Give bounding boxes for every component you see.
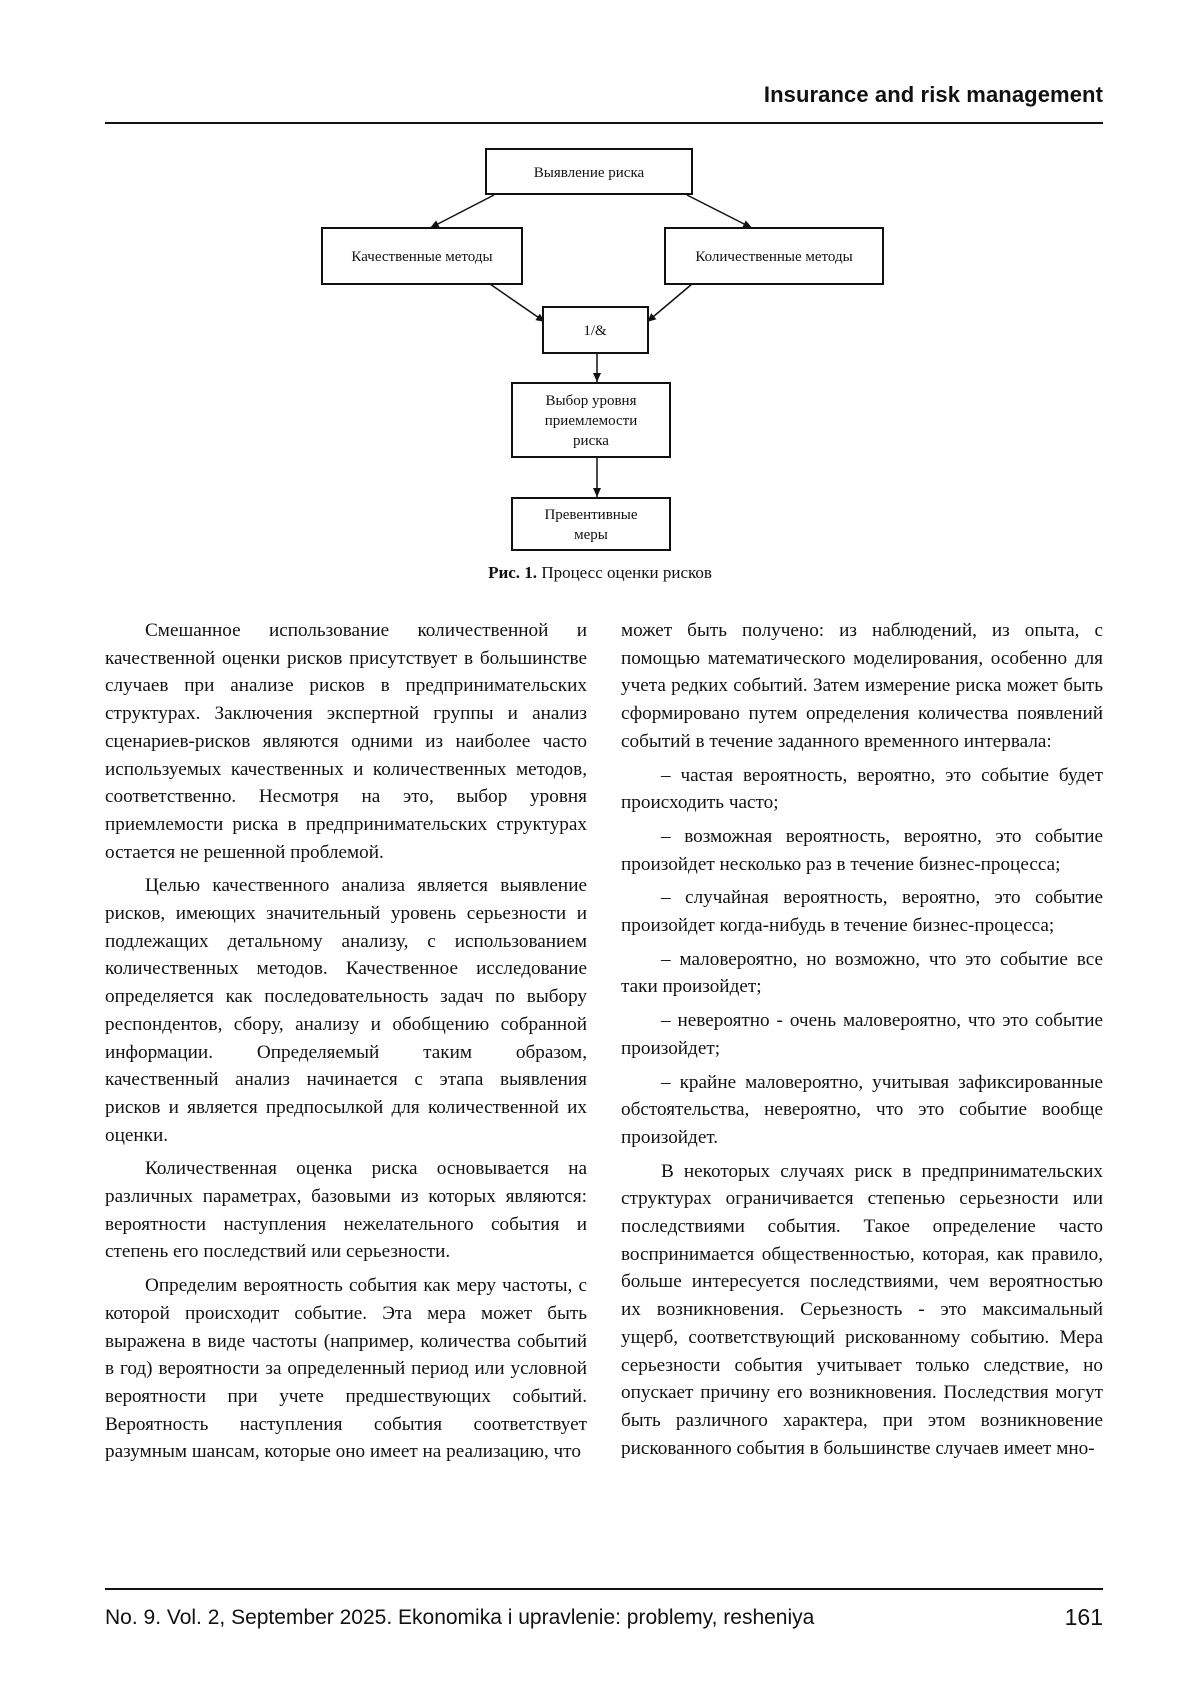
right-text-column [621,617,1103,1468]
box-label-identify: Выявление риска [533,165,645,181]
arrow-identify-to-quantitative [687,195,752,228]
box-label-select-line3: риска [573,433,609,449]
box-label-select-line1: Выбор уровня [545,393,637,409]
list-item: – маловероятно, но возможно, что это событие все таки произойдет; [621,948,1103,998]
box-label-select-line2: приемлемости [544,413,638,429]
figure-caption [0,563,1200,583]
footer-journal-citation: No. 9. Vol. 2, September 2025. Ekonomika i upravlenie: problemy, resheniya [105,1606,815,1629]
figure-caption-text: Процесс оценки рисков [537,563,712,582]
risk-assessment-flowchart [0,0,1200,560]
left-text-column [105,617,587,1472]
arrow-qualitative-to-combine [490,284,545,322]
page-number: 161 [1064,1604,1103,1630]
paragraph: Смешанное использование количественной и качественной оценки рисков присутствует в большинстве случаев при анализе рисков в предпринимательских структурах. Заключения экспертной группы и анализ сценариев-рисков являются одними из наиболее часто используемых качественных и количественных методов, соответственно. Несмотря на это, выбор уровня приемлемости риска в предпринимательских структурах остается не решенной проблемой. [105,620,587,863]
paragraph: Целью качественного анализа является выявление рисков, имеющих значительный уровень серьезности и подлежащих детальному анализу, с использованием количественных методов. Качественное исследование определяется как последовательность задач по выбору респондентов, сбору, анализу и обобщению собранной информации. Определяемый таким образом, качественный анализ начинается с этапа выявления рисков и является предпосылкой для количественной их оценки. [105,875,587,1146]
arrow-identify-to-qualitative [430,195,494,228]
list-item: – случайная вероятность, вероятно, это событие произойдет когда-нибудь в течение бизнес-процесса; [621,887,1103,937]
box-label-qualitative: Качественные методы [351,249,493,265]
list-item: – частая вероятность, вероятно, это событие будет происходить часто; [621,764,1103,814]
paragraph: Определим вероятность события как меру частоты, с которой происходит событие. Эта мера может быть выражена в виде частоты (например, количества событий в год) вероятности за определенный период или условной вероятности при учете предшествующих событий. Вероятность наступления события соответствует разумным шансам, которые оно имеет на реализацию, что [105,1275,587,1463]
box-label-quantitative: Количественные методы [695,249,853,265]
box-label-preventive-line2: меры [574,527,608,543]
arrow-quantitative-to-combine [647,284,692,322]
box-label-combine: 1/& [583,323,607,339]
running-header-title: Insurance and risk management [763,82,1103,107]
list-item: – крайне маловероятно, учитывая зафиксированные обстоятельства, невероятно, что это событие вообще произойдет. [621,1071,1103,1148]
list-item: – невероятно - очень маловероятно, что это событие произойдет; [621,1010,1103,1059]
box-label-preventive-line1: Превентивные [544,507,638,523]
paragraph: Количественная оценка риска основывается на различных параметрах, базовыми из которых являются: вероятности наступления нежелательного события и степень его последствий или серьезности. [105,1158,587,1263]
paragraph-continuation: может быть получено: из наблюдений, из опыта, с помощью математического моделирования, особенно для учета редких событий. Затем измерение риска может быть сформировано путем определения количества появлений событий в течение заданного временного интервала: [621,620,1103,752]
footer-rule [105,1588,1103,1590]
paragraph: В некоторых случаях риск в предпринимательских структурах ограничивается степенью серьезности или последствиями события. Такое определение часто воспринимается общественностью, которая, как правило, больше интересуется последствиями, чем вероятностью их возникновения. Серьезность - это максимальный ущерб, соответствующий рискованному событию. Мера серьезности события учитывает только следствие, но опускает причину его возникновения. Последствия могут быть различного характера, при этом возникновение рискованного события в большинстве случаев имеет мно- [621,1160,1103,1459]
list-item: – возможная вероятность, вероятно, это событие произойдет несколько раз в течение бизнес-процесса; [621,825,1103,875]
figure-caption-label: Рис. 1. [488,563,538,582]
